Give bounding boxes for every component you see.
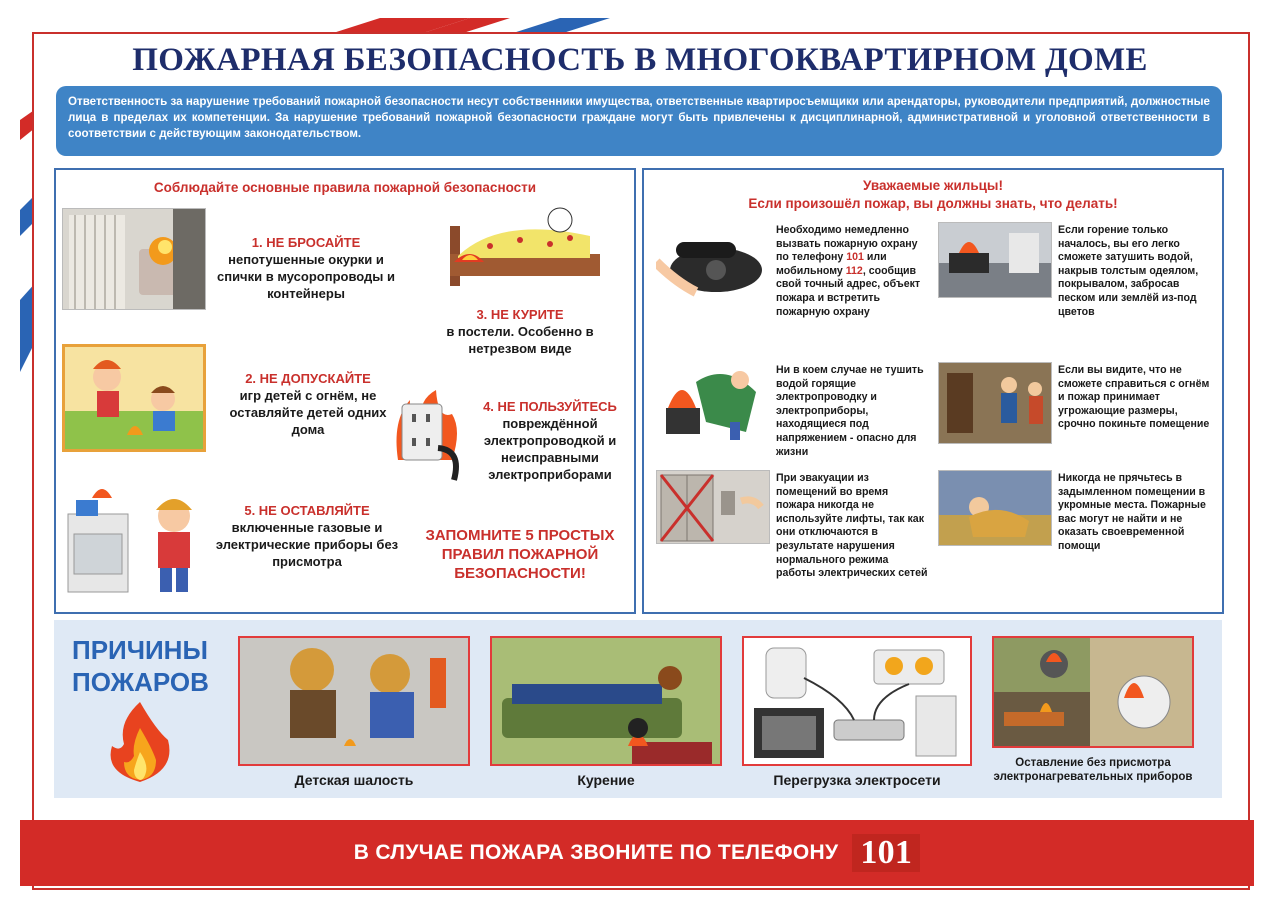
rule-number: 4. НЕ ПОЛЬЗУЙТЕСЬ — [483, 399, 617, 414]
footer-phone-number: 101 — [852, 834, 920, 872]
cause-label: Курение — [577, 772, 635, 788]
cause-children-picture — [238, 636, 470, 766]
intro-text: Ответственность за нарушение требований пожарной безопасности несут собственники имущества, ответственные квартиросъемщики или арендаторы, руководители предприятий, должностные лица в пределах их компетенции. За нарушение требований пожарной безопасности граждане могут быть привлечены к дисциплинарной, административной и уголовной ответственности в соответствии с действующим законодательством. — [56, 86, 1222, 156]
fire-icon — [106, 700, 174, 784]
emergency-footer — [20, 820, 1254, 886]
cause-label: Перегрузка электросети — [773, 772, 941, 788]
rule-item — [208, 234, 404, 302]
cause-label: Детская шалость — [294, 772, 414, 788]
rule-item — [470, 398, 630, 483]
kitchen-fire-illustration — [938, 222, 1052, 298]
burning-socket-illustration — [392, 390, 478, 490]
rule-text: включенные газовые и электрические приборы без присмотра — [215, 520, 399, 569]
rule-number: 2. НЕ ДОПУСКАЙТЕ — [245, 371, 371, 386]
action-call-part: Необходимо немедленно вызвать пожарную охрану по телефону — [776, 224, 918, 264]
page-title: ПОЖАРНАЯ БЕЗОПАСНОСТЬ В МНОГОКВАРТИРНОМ ДОМЕ — [132, 42, 1148, 78]
cause-heaters-picture — [992, 636, 1194, 748]
causes-title-line: ПОЖАРОВ — [72, 667, 209, 697]
rule-item — [214, 502, 400, 570]
actions-heading-1: Уважаемые жильцы! — [863, 178, 1003, 193]
rule-text: игр детей с огнём, не оставляйте детей одних дома — [229, 388, 387, 437]
action-text: Ни в коем случае не тушить водой горящие электропроводку и электроприборы, находящиеся под напряжением - опасно для жизни — [776, 364, 924, 458]
children-playing-fire-illustration — [62, 344, 206, 452]
phone-number-112: 112 — [845, 264, 863, 277]
action-text: Если горение только началось, вы его легко сможете затушить водой, накрыв толстым одеялом, покрывалом, забросав песком или землёй из-под цветов — [1058, 224, 1199, 318]
hiding-child-illustration — [938, 470, 1052, 546]
rule-number: 5. НЕ ОСТАВЛЯЙТЕ — [244, 503, 370, 518]
cause-overload-picture — [742, 636, 972, 766]
causes-title-line: ПРИЧИНЫ — [72, 635, 208, 665]
action-call-text — [776, 224, 928, 319]
kitchen-stove-illustration — [62, 484, 210, 596]
actions-heading-2: Если произошёл пожар, вы должны знать, что делать! — [748, 196, 1118, 211]
footer-text: В СЛУЧАЕ ПОЖАРА ЗВОНИТЕ ПО ТЕЛЕФОНУ — [353, 841, 839, 864]
rule-number: 1. НЕ БРОСАЙТЕ — [251, 235, 361, 250]
action-text: Если вы видите, что не сможете справиться с огнём и пожар принимает угрожающие размеры, срочно покиньте помещение — [1058, 364, 1210, 431]
rule-item — [420, 306, 620, 357]
remember-five-rules: ЗАПОМНИТЕ 5 ПРОСТЫХ ПРАВИЛ ПОЖАРНОЙ БЕЗОПАСНОСТИ! — [425, 527, 615, 582]
cause-smoking-picture — [490, 636, 722, 766]
evacuation-illustration — [938, 362, 1052, 444]
rule-text: в постели. Особенно в нетрезвом виде — [446, 324, 594, 356]
rule-number: 3. НЕ КУРИТЕ — [476, 307, 564, 322]
phone-number-101: 101 — [846, 251, 864, 264]
trash-chute-illustration — [62, 208, 206, 310]
action-text: Никогда не прячьтесь в задымленном помещении в укромные места. Пожарные вас могут не найти и не оказать своевременной помощи — [1058, 472, 1206, 552]
causes-title — [72, 634, 209, 698]
rule-text: повреждённой электропроводкой и неисправными электроприборами — [483, 416, 617, 482]
smoking-in-bed-illustration — [440, 196, 610, 296]
rule-item — [212, 370, 404, 438]
no-elevator-illustration — [656, 470, 770, 544]
telephone-illustration — [656, 222, 770, 302]
action-text: При эвакуации из помещений во время пожара никогда не используйте лифты, так как они отключаются в результате нарушения нормального режима работы электрических сетей — [776, 472, 928, 580]
action-call-part: , сообщив свой точный адрес, объект пожара и встретить пожарную охрану — [776, 264, 921, 318]
action-call-part: или мобильному — [776, 251, 887, 277]
rule-text: непотушенные окурки и спички в мусоропроводы и контейнеры — [216, 252, 396, 301]
cause-label: Оставление без присмотра электронагревательных приборов — [993, 757, 1193, 783]
rules-heading: Соблюдайте основные правила пожарной безопасности — [153, 180, 537, 195]
electric-fire-illustration — [656, 362, 770, 444]
